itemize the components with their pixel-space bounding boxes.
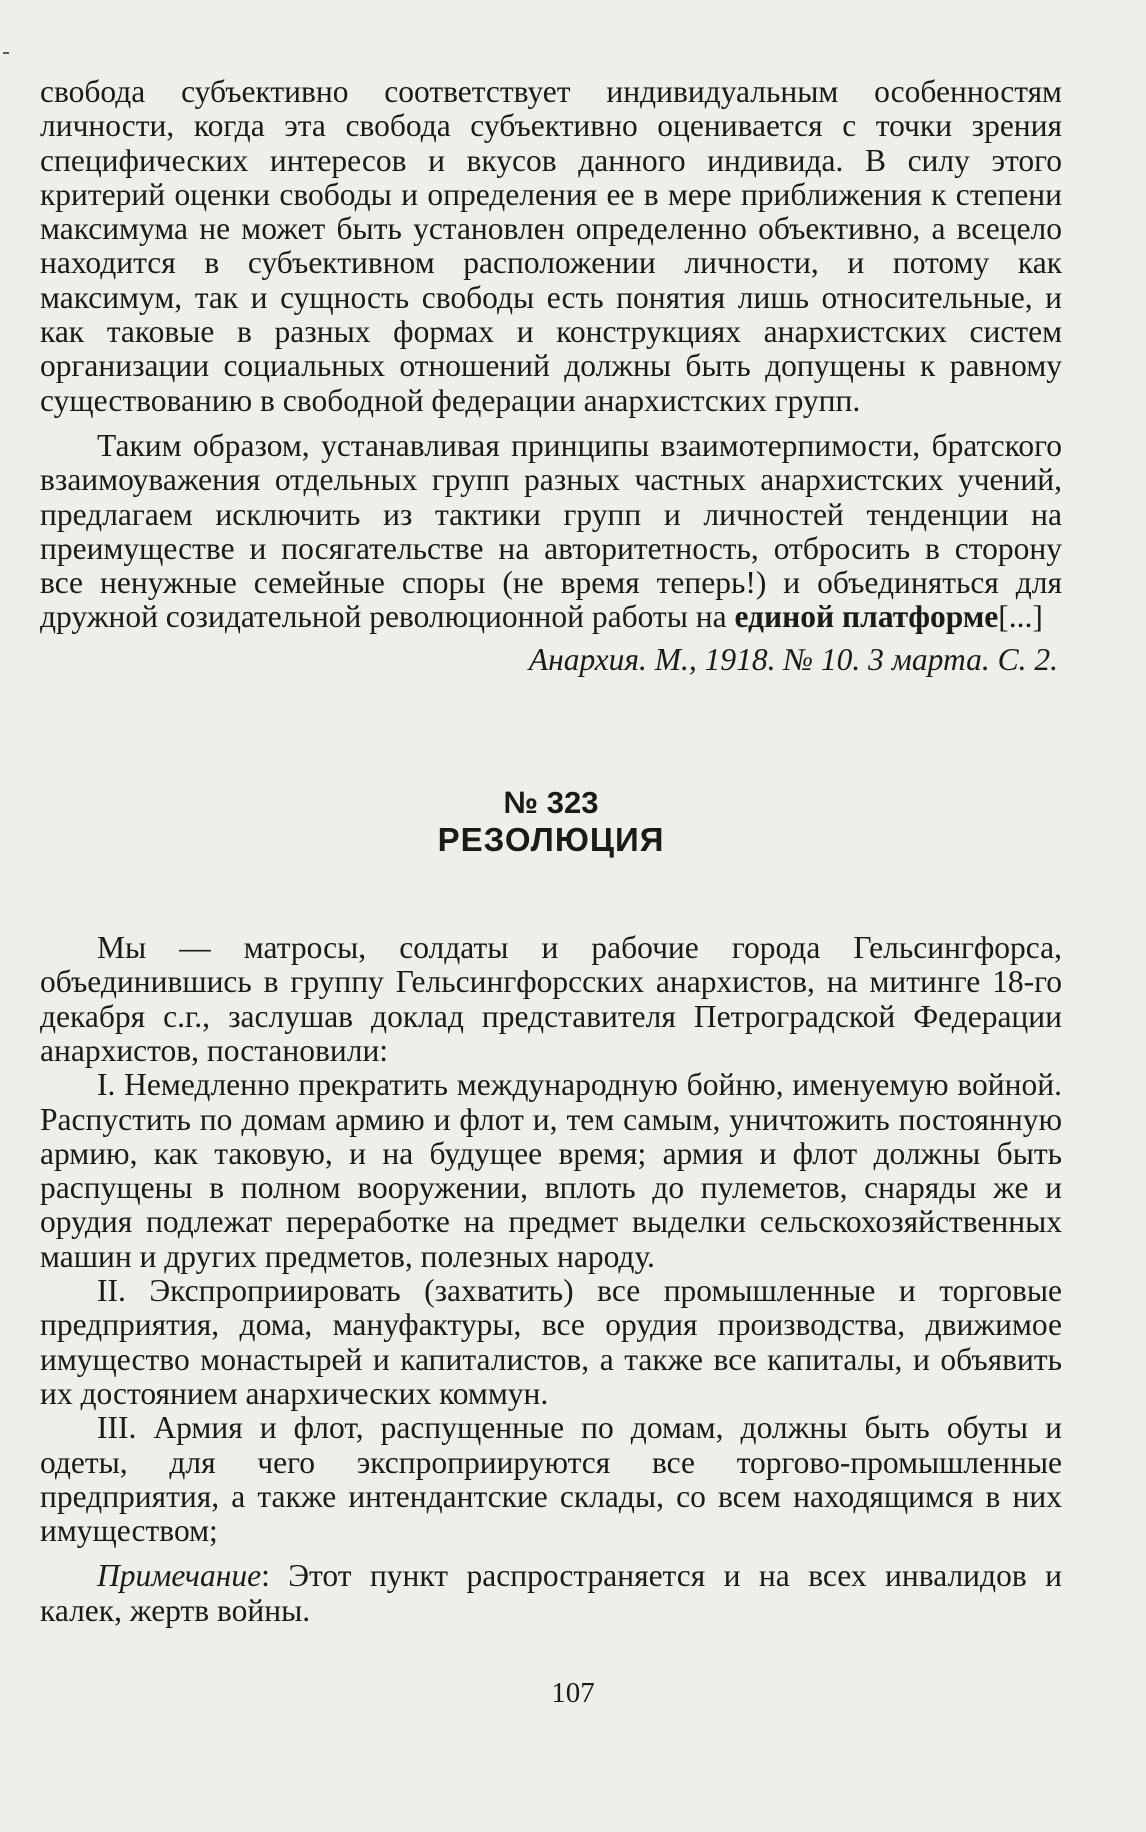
page-number: 107 <box>551 1677 595 1709</box>
ellipsis: [...] <box>998 599 1043 635</box>
resolution-point-3: III. Армия и флот, распущенные по домам, должны быть обуты и одеты, для чего экспроприируются все торгово-промышленные предприятия, а также интендантские склады, со всем находящимся в них имуществом; <box>40 1410 1062 1549</box>
document-number: № 323 <box>503 785 599 821</box>
document-title: РЕЗОЛЮЦИЯ <box>437 821 665 859</box>
page-text <box>40 75 1062 1628</box>
paragraph-continuation: свобода субъективно соответствует индивидуальным особенностям личности, когда эта свобода субъективно оценивается с точки зрения специфических интересов и вкусов данного индивида. В силу этого критерий оценки свободы и определения ее в мере приближения к степени максимума не может быть установлен определенно объективно, а всецело находится в субъективном расположении личности, и потому как максимум, так и сущность свободы есть понятия лишь относительные, и как таковые в разных формах и конструкциях анархистских систем организации социальных отношений должны быть допущены к равному существованию в свободной федерации анархистских групп. <box>40 74 1062 418</box>
bold-phrase: единой платформе <box>734 599 999 635</box>
resolution-point-2: II. Экспроприировать (захватить) все промышленные и торговые предприятия, дома, мануфактуры, все орудия производства, движимое имущество монастырей и капиталистов, а также все капиталы, и объявить их достоянием анархических коммун. <box>40 1273 1062 1411</box>
paragraph-platform: Таким образом, устанавливая принципы взаимотерпимости, братского взаимоуважения отдельных групп разных частных анархистских учений, предлагаем исключить из тактики групп и личностей тенденции на преимуществе и посягательстве на авторитетность, отбросить в сторону все ненужные семейные споры (не время теперь!) и объединяться для дружной созидательной революционной работы на единой платформе[...] <box>40 427 1062 635</box>
source-citation: Анархия. М., 1918. № 10. 3 марта. С. 2. <box>528 641 1058 677</box>
scan-mark <box>3 52 9 54</box>
note-text: : Этот пункт распространяется и на всех инвалидов и калек, жертв войны. <box>40 1558 1062 1628</box>
resolution-intro: Мы — матросы, солдаты и рабочие города Гельсингфорса, объединившись в группу Гельсингфорсских анархистов, на митинге 18-го декабря с.г., заслушав доклад представителя Петроградской Федерации анархистов, постановили: <box>40 930 1062 1068</box>
note-paragraph <box>40 1559 1062 1628</box>
resolution-point-1: I. Немедленно прекратить международную бойню, именуемую войной. Распустить по домам армию и флот и, тем самым, уничтожить постоянную армию, как таковую, и на будущее время; армия и флот должны быть распущены в полном вооружении, вплоть до пулеметов, снаряды же и орудия подлежат переработке на предмет выделки сельскохозяйственных машин и других предметов, полезных народу. <box>40 1067 1062 1274</box>
note-label: Примечание <box>97 1558 262 1594</box>
